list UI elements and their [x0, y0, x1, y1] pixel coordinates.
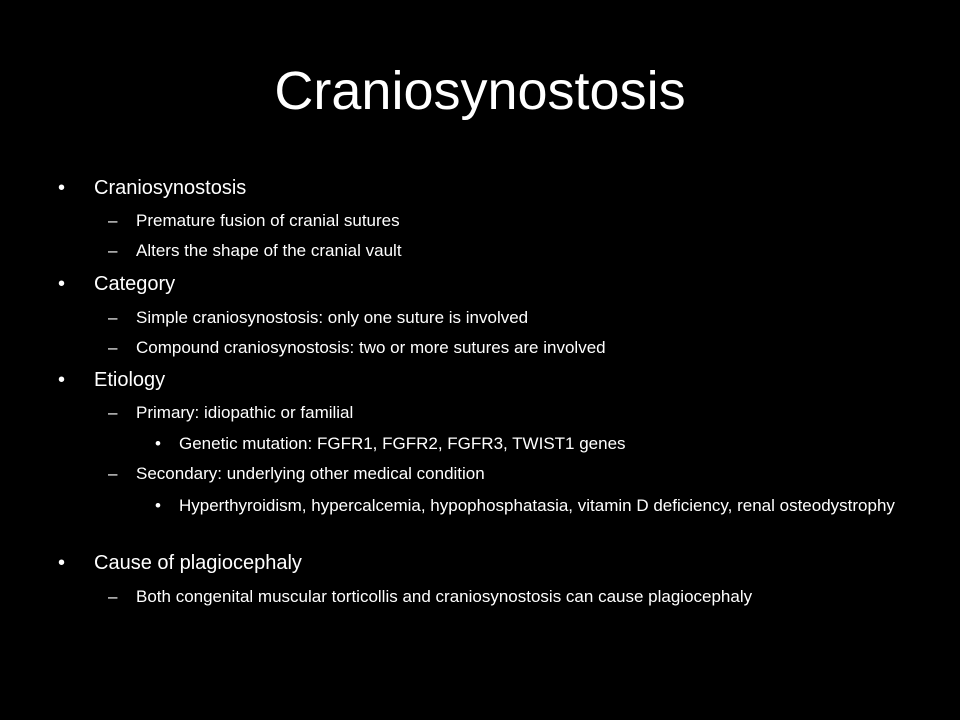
- bullet-text: Category: [94, 273, 176, 295]
- small-bullet-marker: •: [155, 496, 161, 515]
- dash-marker: –: [108, 308, 118, 327]
- bullet-etiology: [58, 368, 914, 392]
- sub-sub-bullet-conditions: [155, 494, 899, 518]
- dash-marker: –: [108, 464, 118, 483]
- dash-marker: –: [108, 211, 118, 230]
- sub-bullet-alters-shape: [108, 240, 896, 262]
- bullet-marker: •: [58, 552, 66, 574]
- sub-sub-bullet-text: Hyperthyroidism, hypercalcemia, hypophosphatasia, vitamin D deficiency, renal osteodystrophy: [179, 496, 895, 515]
- sub-sub-bullet-genetic-mutation: [155, 432, 899, 456]
- bullet-marker: •: [58, 177, 66, 199]
- bullet-marker: •: [58, 273, 66, 295]
- sub-bullet-both-cause: [108, 586, 896, 608]
- sub-bullet-primary: [108, 402, 896, 424]
- bullet-text: Etiology: [94, 369, 166, 391]
- sub-bullet-premature-fusion: [108, 210, 896, 232]
- bullet-marker: •: [58, 369, 66, 391]
- sub-bullet-text: Secondary: underlying other medical condition: [136, 464, 485, 483]
- dash-marker: –: [108, 587, 118, 606]
- bullet-cause-of-plagiocephaly: [58, 551, 914, 575]
- dash-marker: –: [108, 403, 118, 422]
- sub-bullet-text: Simple craniosynostosis: only one suture is involved: [136, 308, 529, 327]
- sub-bullet-compound: [108, 337, 896, 359]
- dash-marker: –: [108, 241, 118, 260]
- sub-bullet-secondary: [108, 463, 896, 485]
- slide-title: Craniosynostosis: [274, 61, 686, 121]
- sub-sub-bullet-text: Genetic mutation: FGFR1, FGFR2, FGFR3, TWIST1 genes: [179, 434, 626, 453]
- sub-bullet-text: Both congenital muscular torticollis and craniosynostosis can cause plagiocephaly: [136, 587, 753, 606]
- sub-bullet-simple: [108, 307, 896, 329]
- sub-bullet-text: Alters the shape of the cranial vault: [136, 241, 402, 260]
- bullet-text: Cause of plagiocephaly: [94, 552, 302, 574]
- sub-bullet-text: Premature fusion of cranial sutures: [136, 211, 400, 230]
- bullet-category: [58, 272, 914, 296]
- small-bullet-marker: •: [155, 434, 161, 453]
- bullet-text: Craniosynostosis: [94, 177, 247, 199]
- sub-bullet-text: Compound craniosynostosis: two or more sutures are involved: [136, 338, 606, 357]
- bullet-craniosynostosis: [58, 176, 914, 200]
- dash-marker: –: [108, 338, 118, 357]
- sub-bullet-text: Primary: idiopathic or familial: [136, 403, 354, 422]
